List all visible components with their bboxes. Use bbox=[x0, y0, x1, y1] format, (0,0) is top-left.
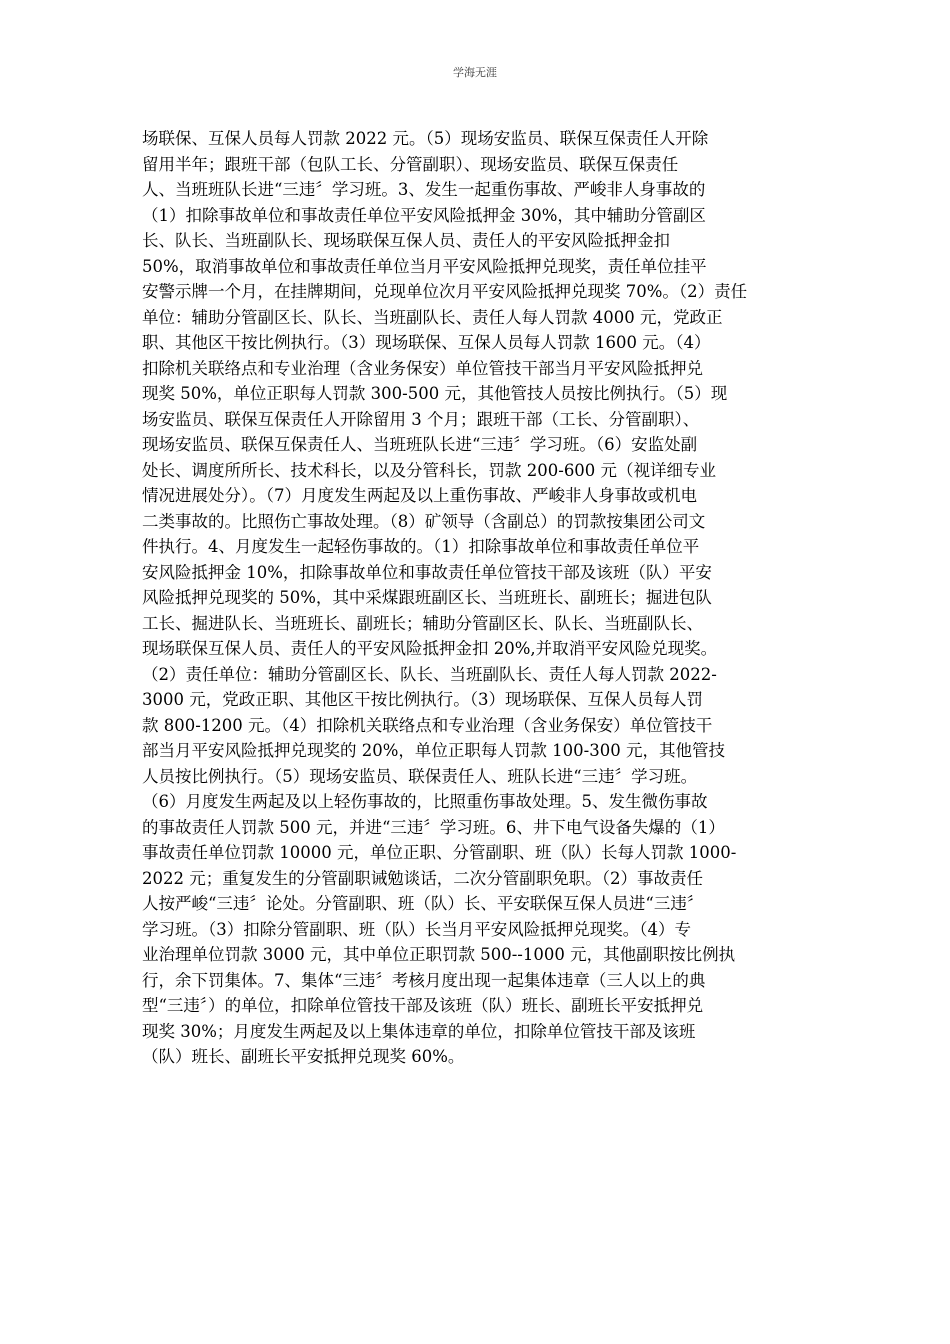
text-line: 行，余下罚集体。7、集体“三违〞考核月度出现一起集体违章（三人以上的典 bbox=[142, 970, 706, 990]
text-line: 现奖 50%，单位正职每人罚款 300-500 元，其他管技人员按比例执行。（5）现 bbox=[142, 384, 728, 403]
text-line: 业治理单位罚款 3000 元，其中单位正职罚款 500--1000 元，其他副职按比例执 bbox=[142, 945, 736, 964]
text-line: （6）月度发生两起及以上轻伤事故的，比照重伤事故处理。5、发生微伤事故 bbox=[142, 792, 708, 811]
text-line: 风险抵押兑现奖的 50%，其中采煤跟班副区长、当班班长、副班长；掘进包队 bbox=[142, 588, 712, 607]
text-line: 现场联保互保人员、责任人的平安风险抵押金扣 20%,并取消平安风险兑现奖。 bbox=[142, 639, 718, 658]
text-line: 事故责任单位罚款 10000 元，单位正职、分管副职、班（队）长每人罚款 1000- bbox=[142, 843, 737, 862]
text-line: 人按严峻“三违〞论处。分管副职、班（队）长、平安联保互保人员进“三违〞 bbox=[142, 894, 704, 913]
text-line: 留用半年；跟班干部（包队工长、分管副职）、现场安监员、联保互保责任 bbox=[142, 154, 679, 174]
text-line: 人、当班班队长进“三违〞学习班。3、发生一起重伤事故、严峻非人身事故的 bbox=[142, 180, 706, 199]
text-line: （2）责任单位：辅助分管副区长、队长、当班副队长、责任人每人罚款 2022- bbox=[142, 664, 717, 684]
text-line: 的事故责任人罚款 500 元，并进“三违〞学习班。6、井下电气设备失爆的（1） bbox=[142, 817, 725, 837]
text-line: 场联保、互保人员每人罚款 2022 元。（5）现场安监员、联保互保责任人开除 bbox=[142, 129, 709, 148]
document-body bbox=[142, 126, 807, 1070]
text-line: 款 800-1200 元。（4）扣除机关联络点和专业治理（含业务保安）单位管技干 bbox=[142, 715, 713, 735]
text-line: 处长、调度所所长、技术科长，以及分管科长，罚款 200-600 元（视详细专业 bbox=[142, 460, 717, 480]
text-line: 安风险抵押金 10%，扣除事故单位和事故责任单位管技干部及该班（队）平安 bbox=[142, 562, 712, 582]
text-line: 安警示牌一个月，在挂牌期间，兑现单位次月平安风险抵押兑现奖 70%。（2）责任 bbox=[142, 282, 748, 301]
text-line: 现场安监员、联保互保责任人、当班班队长进“三违〞学习班。（6）安监处副 bbox=[142, 435, 698, 454]
text-line: 场安监员、联保互保责任人开除留用 3 个月；跟班干部（工长、分管副职）、 bbox=[142, 409, 700, 429]
text-line: 单位：辅助分管副区长、队长、当班副队长、责任人每人罚款 4000 元，党政正 bbox=[142, 307, 723, 327]
text-line: 现奖 30%；月度发生两起及以上集体违章的单位，扣除单位管技干部及该班 bbox=[142, 1021, 696, 1041]
text-line: 学习班。（3）扣除分管副职、班（队）长当月平安风险抵押兑现奖。（4）专 bbox=[142, 919, 691, 939]
text-line: （1）扣除事故单位和事故责任单位平安风险抵押金 30%，其中辅助分管副区 bbox=[142, 205, 706, 225]
text-line: 50%，取消事故单位和事故责任单位当月平安风险抵押兑现奖，责任单位挂平 bbox=[142, 256, 707, 276]
text-line: 扣除机关联络点和专业治理（含业务保安）单位管技干部当月平安风险抵押兑 bbox=[142, 358, 703, 378]
page-header: 学海无涯 bbox=[453, 66, 497, 79]
text-line: 2022 元；重复发生的分管副职诫勉谈话，二次分管副职免职。（2）事故责任 bbox=[142, 868, 703, 888]
text-line: 二类事故的。比照伤亡事故处理。（8）矿领导（含副总）的罚款按集团公司文 bbox=[142, 511, 706, 531]
text-line: 3000 元，党政正职、其他区干按比例执行。（3）现场联保、互保人员每人罚 bbox=[142, 690, 703, 709]
text-line: 职、其他区干按比例执行。（3）现场联保、互保人员每人罚款 1600 元。（4） bbox=[142, 333, 711, 352]
text-line: 情况进展处分）。（7）月度发生两起及以上重伤事故、严峻非人身事故或机电 bbox=[142, 486, 697, 505]
text-line: 部当月平安风险抵押兑现奖的 20%，单位正职每人罚款 100-300 元，其他管技 bbox=[142, 741, 725, 760]
text-line: 件执行。4、月度发生一起轻伤事故的。（1）扣除事故单位和事故责任单位平 bbox=[142, 537, 700, 556]
text-line: 工长、掘进队长、当班班长、副班长；辅助分管副区长、队长、当班副队长、 bbox=[142, 613, 703, 633]
text-line: 长、队长、当班副队长、现场联保互保人员、责任人的平安风险抵押金扣 bbox=[142, 231, 670, 250]
text-line: 型“三违〞）的单位，扣除单位管技干部及该班（队）班长、副班长平安抵押兑 bbox=[142, 996, 704, 1015]
text-line: 人员按比例执行。（5）现场安监员、联保责任人、班队长进“三违〞学习班。 bbox=[142, 766, 698, 786]
text-line: （队）班长、副班长平安抵押兑现奖 60%。 bbox=[142, 1047, 465, 1066]
